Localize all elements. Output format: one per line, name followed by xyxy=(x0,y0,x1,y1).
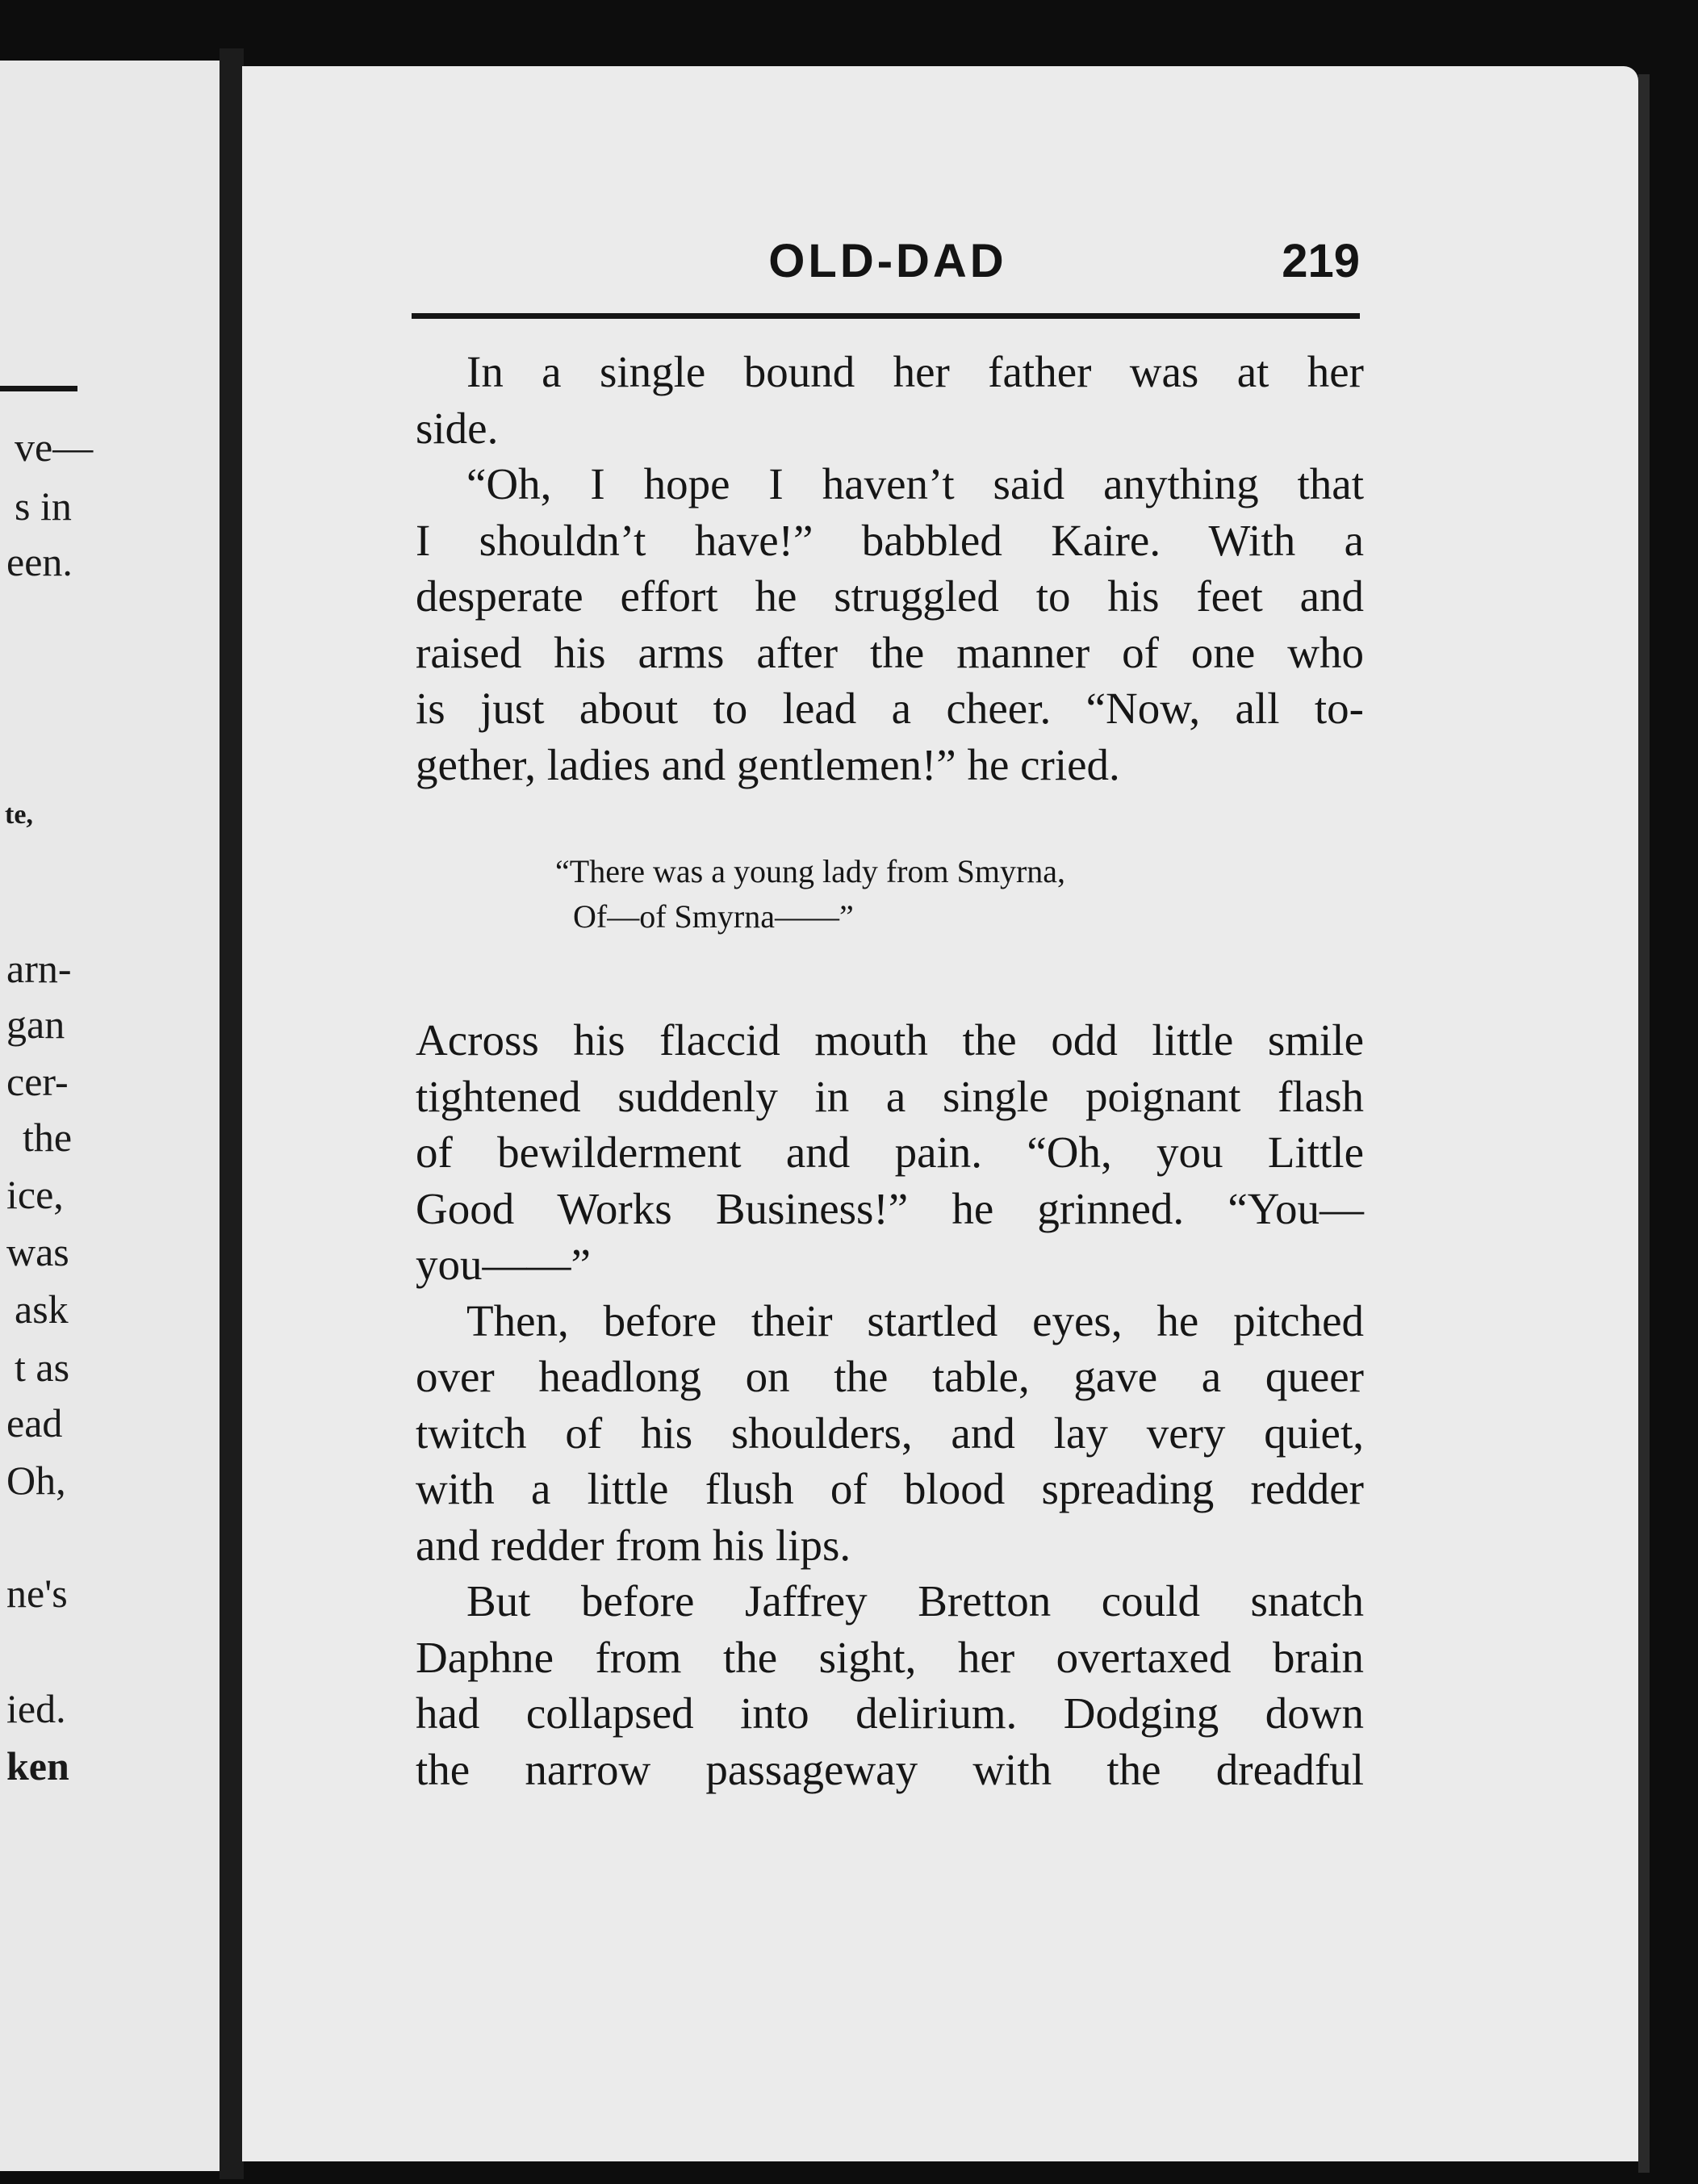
left-fragment: s in xyxy=(15,483,72,529)
paragraph-continuation xyxy=(416,1181,1364,1237)
text-line: twitch of his shoulders, and lay very quiet, xyxy=(416,1408,1364,1458)
text-block-bottom xyxy=(416,1012,1364,1797)
paragraph-continuation xyxy=(416,1517,1364,1574)
running-head xyxy=(416,234,1360,299)
paragraph-continuation xyxy=(416,1685,1364,1742)
previous-page-edge xyxy=(0,61,220,2171)
left-fragment: ice, xyxy=(6,1172,64,1217)
text-line: of bewilderment and pain. “Oh, you Little xyxy=(416,1128,1364,1177)
left-fragment: the xyxy=(23,1115,73,1160)
running-head-title: OLD-DAD xyxy=(768,235,1007,287)
paragraph xyxy=(416,1573,1364,1630)
text-line: raised his arms after the manner of one who xyxy=(416,627,1364,677)
text-line: But before Jaffrey Bretton could snatch xyxy=(466,1576,1364,1625)
text-line: Daphne from the sight, her overtaxed brain xyxy=(416,1632,1364,1682)
verse-line: Of—of Smyrna——” xyxy=(573,898,854,935)
text-line: “Oh, I hope I haven’t said anything that xyxy=(466,459,1364,508)
text-block-top xyxy=(416,344,1364,793)
left-fragment: arn- xyxy=(6,946,72,991)
paragraph-continuation xyxy=(416,625,1364,681)
left-fragment: ve— xyxy=(15,425,94,470)
previous-page-rule xyxy=(0,386,77,391)
text-line: tightened suddenly in a single poignant flash xyxy=(416,1071,1364,1121)
text-line: desperate effort he struggled to his feet and xyxy=(416,571,1364,621)
text-line: is just about to lead a cheer. “Now, all to- xyxy=(416,684,1364,733)
paragraph-continuation xyxy=(416,737,1364,793)
paragraph-continuation xyxy=(416,1405,1364,1462)
left-fragment: ken xyxy=(6,1743,69,1789)
page-edge xyxy=(1638,74,1650,2173)
left-fragment: ead xyxy=(6,1400,63,1446)
text-line: with a little flush of blood spreading redder xyxy=(416,1464,1364,1513)
paragraph-continuation xyxy=(416,1742,1364,1798)
left-fragment: Oh, xyxy=(6,1458,66,1503)
paragraph-continuation xyxy=(416,680,1364,737)
left-fragment: t as xyxy=(15,1345,70,1390)
left-fragment: ne's xyxy=(6,1571,68,1616)
header-rule xyxy=(412,313,1360,319)
paragraph xyxy=(416,1012,1364,1069)
paragraph xyxy=(416,456,1364,513)
paragraph-continuation xyxy=(416,1461,1364,1517)
text-line: Then, before their startled eyes, he pitched xyxy=(466,1295,1364,1345)
text-line: gether, ladies and gentlemen!” he cried. xyxy=(416,739,1120,789)
left-fragment: een. xyxy=(6,539,73,584)
text-line: over headlong on the table, gave a queer xyxy=(416,1352,1364,1401)
text-line: and redder from his lips. xyxy=(416,1520,851,1570)
text-line: had collapsed into delirium. Dodging down xyxy=(416,1688,1364,1738)
text-line: I shouldn’t have!” babbled Kaire. With a xyxy=(416,515,1364,565)
paragraph-continuation xyxy=(416,400,1364,457)
left-fragment: ask xyxy=(15,1287,69,1332)
text-line: side. xyxy=(416,403,499,453)
paragraph-continuation xyxy=(416,513,1364,569)
page-number: 219 xyxy=(1282,235,1360,287)
verse-line: “There was a young lady from Smyrna, xyxy=(555,853,1066,889)
paragraph-continuation xyxy=(416,1124,1364,1181)
paragraph-continuation xyxy=(416,1236,1364,1293)
left-fragment: gan xyxy=(6,1002,65,1047)
verse-quote xyxy=(555,849,1282,939)
text-line: Across his flaccid mouth the odd little smile xyxy=(416,1015,1364,1065)
text-line: In a single bound her father was at her xyxy=(466,347,1364,396)
text-line: you——” xyxy=(416,1240,591,1289)
left-fragment: ied. xyxy=(6,1686,66,1731)
paragraph-continuation xyxy=(416,1069,1364,1125)
paragraph xyxy=(416,1293,1364,1349)
text-line: Good Works Business!” he grinned. “You— xyxy=(416,1183,1364,1233)
left-fragment: te, xyxy=(5,800,33,830)
paragraph xyxy=(416,344,1364,400)
left-fragment: was xyxy=(6,1229,69,1274)
paragraph-continuation xyxy=(416,1349,1364,1405)
paragraph-continuation xyxy=(416,1630,1364,1686)
left-fragment: cer- xyxy=(6,1059,69,1104)
paragraph-continuation xyxy=(416,568,1364,625)
text-line: the narrow passageway with the dreadful xyxy=(416,1744,1364,1794)
book-spine xyxy=(220,48,244,2179)
